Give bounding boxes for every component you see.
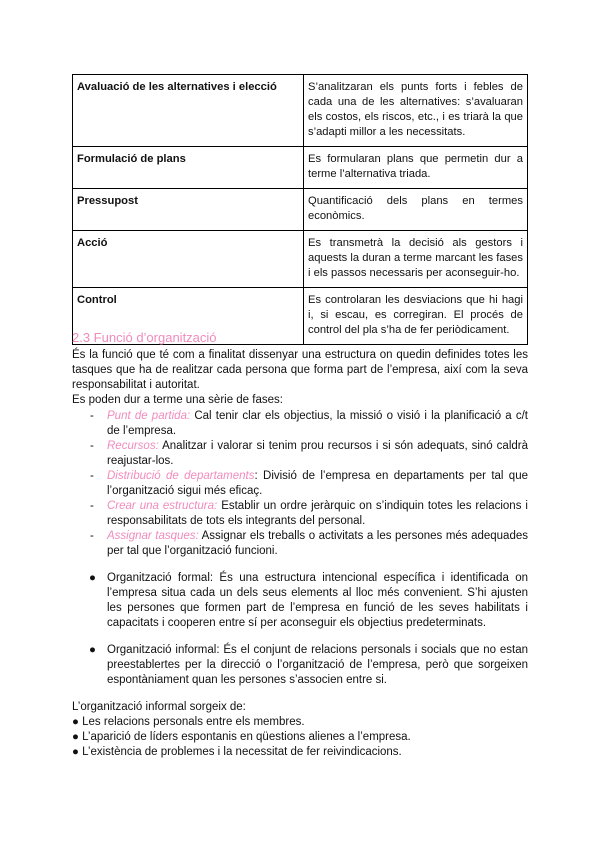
organization-section — [72, 329, 528, 760]
dash-bullet: - — [90, 440, 94, 452]
planning-phases-table — [72, 74, 528, 345]
phase-term: Distribució de departaments — [107, 470, 255, 482]
list-item — [90, 643, 528, 688]
table-row — [73, 189, 528, 231]
section-heading: 2.3 Funció d’organització — [72, 330, 217, 345]
list-item: ● L’aparició de líders espontanis en qüestions alienes a l’empresa. — [72, 731, 411, 743]
list-item — [90, 499, 528, 529]
dash-bullet: - — [90, 500, 94, 512]
list-item: ● Les relacions personals entre els membres. — [72, 716, 305, 728]
phase-text: Analitzar i valorar si tenim prou recursos i si són adequats, sinó caldrà reajustar-los. — [107, 440, 528, 467]
phase-text: Cal tenir clar els objectius, la missió o visió i la planificació a c/t de l’empresa. — [107, 410, 528, 437]
section-intro: És la funció que té com a finalitat dissenyar una estructura on quedin definides totes les tasques que ha de realitzar cada persona que forma part de l’empresa, així com la seva responsabilitat i autoritat. — [72, 349, 528, 391]
list-item — [90, 529, 528, 559]
dash-bullet: - — [90, 530, 94, 542]
phases-list — [72, 409, 528, 559]
phase-term: Recursos: — [107, 440, 159, 452]
list-item — [90, 469, 528, 499]
informal-organization-text: Organització informal: És el conjunt de relacions personals i socials que no estan preestablertes per la direcció o l’organització de l’empresa, però que sorgeixen espontàniament quan les persones s’associen entre si. — [107, 644, 528, 686]
phase-name: Formulació de plans — [73, 147, 304, 189]
list-item — [90, 571, 528, 631]
dash-bullet: - — [90, 470, 94, 482]
phase-description: Es controlaran les desviacions que hi hagi i, si escau, es corregiran. El procés de control del pla s’ha de fer periòdicament. — [304, 288, 528, 345]
phase-description: Es transmetrà la decisió als gestors i aquests la duran a terme marcant les fases i els passos necessaris per aconseguir-ho. — [304, 231, 528, 288]
phase-name: Control — [73, 288, 304, 345]
formal-organization-text: Organització formal: És una estructura intencional específica i identificada on l’empresa situa cada un dels seus elements al lloc més convenient. S’hi ajusten les persones que formen part de l’empresa en funció de les seves habilitats i capacitats i cooperen entre sí per aconseguir els objectius predeterminats. — [107, 572, 528, 629]
phase-text: Assignar els treballs o activitats a les persones més adequades per tal que l’organització funcioni. — [107, 530, 528, 557]
phase-description: Es formularan plans que permetin dur a terme l’alternativa triada. — [304, 147, 528, 189]
list-item — [90, 439, 528, 469]
table-row — [73, 75, 528, 147]
phase-name: Acció — [73, 231, 304, 288]
table-row — [73, 231, 528, 288]
phase-text: : Divisió de l’empresa en departaments per tal que l’organització sigui més eficaç. — [107, 470, 528, 497]
phase-term: Assignar tasques: — [107, 530, 199, 542]
phases-intro: Es poden dur a terme una sèrie de fases: — [72, 394, 283, 406]
organization-types-list — [72, 571, 528, 688]
dash-bullet: - — [90, 410, 94, 422]
phase-name: Avaluació de les alternatives i elecció — [73, 75, 304, 147]
phase-term: Crear una estructura: — [107, 500, 218, 512]
list-item: ● L’existència de problemes i la necessitat de fer reivindicacions. — [72, 746, 402, 758]
informal-sources-list — [72, 715, 528, 760]
bullet-dot: ● — [89, 644, 96, 656]
phase-name: Pressupost — [73, 189, 304, 231]
informal-intro: L’organització informal sorgeix de: — [72, 701, 246, 713]
phase-term: Punt de partida: — [107, 410, 191, 422]
table-row — [73, 147, 528, 189]
phase-description: S’analitzaran els punts forts i febles de cada una de les alternatives: s’avaluaran els costos, els riscos, etc., i es triarà la que s’adapti millor a les necessitats. — [304, 75, 528, 147]
phase-description: Quantificació dels plans en termes econòmics. — [304, 189, 528, 231]
phase-text: Establir un ordre jeràrquic on s’indiquin totes les relacions i responsabilitats de tots els integrants del personal. — [107, 500, 528, 527]
list-item — [90, 409, 528, 439]
bullet-dot: ● — [89, 572, 96, 584]
